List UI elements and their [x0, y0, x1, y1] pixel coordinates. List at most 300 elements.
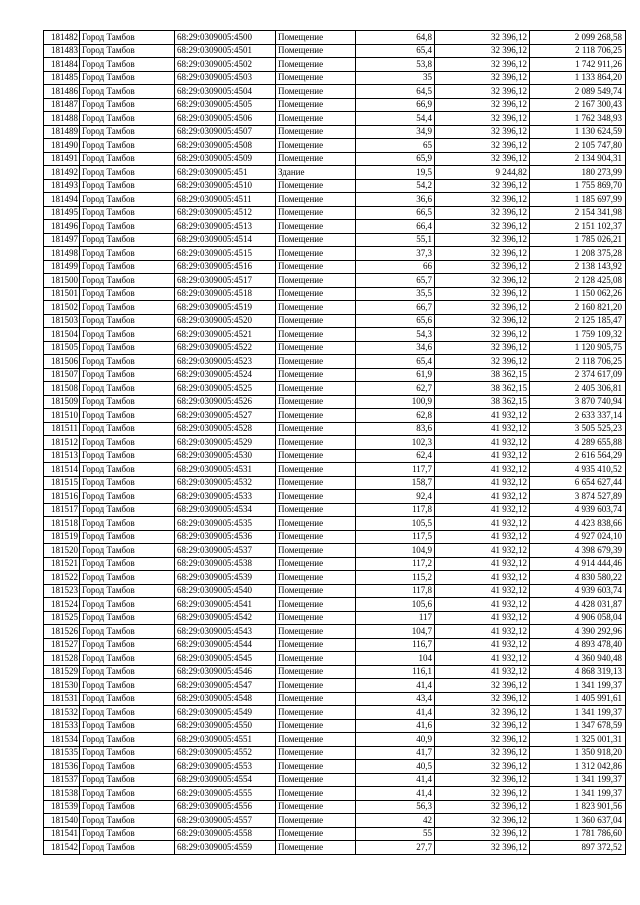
- cadastral-value-cell: 2 633 337,14: [530, 409, 626, 423]
- cadastral-value-cell: 1 360 637,04: [530, 814, 626, 828]
- table-row: [44, 314, 626, 328]
- row-number: 181484: [44, 58, 80, 72]
- row-number: 181529: [44, 665, 80, 679]
- row-number: 181522: [44, 571, 80, 585]
- object-type-cell: Помещение: [276, 287, 356, 301]
- cadastral-value-cell: 1 341 199,37: [530, 706, 626, 720]
- cadastral-value-cell: 1 742 911,26: [530, 58, 626, 72]
- specific-value-cell: 32 396,12: [435, 314, 530, 328]
- specific-value-cell: 41 932,12: [435, 544, 530, 558]
- table-row: [44, 44, 626, 58]
- specific-value-cell: 41 932,12: [435, 503, 530, 517]
- cadastral-number-cell: 68:29:0309005:4511: [175, 193, 276, 207]
- object-type-cell: Помещение: [276, 719, 356, 733]
- specific-value-cell: 32 396,12: [435, 206, 530, 220]
- table-row: [44, 301, 626, 315]
- cadastral-number-cell: 68:29:0309005:4504: [175, 85, 276, 99]
- specific-value-cell: 32 396,12: [435, 841, 530, 855]
- object-type-cell: Помещение: [276, 355, 356, 369]
- locality-cell: Город Тамбов: [80, 557, 175, 571]
- area-cell: 42: [356, 814, 435, 828]
- specific-value-cell: 41 932,12: [435, 571, 530, 585]
- area-cell: 83,6: [356, 422, 435, 436]
- cadastral-number-cell: 68:29:0309005:4531: [175, 463, 276, 477]
- specific-value-cell: 32 396,12: [435, 692, 530, 706]
- table-row: [44, 436, 626, 450]
- row-number: 181523: [44, 584, 80, 598]
- area-cell: 66,4: [356, 220, 435, 234]
- locality-cell: Город Тамбов: [80, 328, 175, 342]
- cadastral-value-cell: 1 312 042,86: [530, 760, 626, 774]
- cadastral-value-cell: 2 160 821,20: [530, 301, 626, 315]
- specific-value-cell: 32 396,12: [435, 125, 530, 139]
- table-row: [44, 139, 626, 153]
- locality-cell: Город Тамбов: [80, 719, 175, 733]
- row-number: 181528: [44, 652, 80, 666]
- cadastral-value-cell: 2 125 185,47: [530, 314, 626, 328]
- table-row: [44, 166, 626, 180]
- cadastral-number-cell: 68:29:0309005:4520: [175, 314, 276, 328]
- object-type-cell: Помещение: [276, 760, 356, 774]
- locality-cell: Город Тамбов: [80, 463, 175, 477]
- table-row: [44, 841, 626, 855]
- cadastral-value-cell: 2 405 306,81: [530, 382, 626, 396]
- specific-value-cell: 32 396,12: [435, 287, 530, 301]
- area-cell: 55,1: [356, 233, 435, 247]
- cadastral-value-cell: 3 505 525,23: [530, 422, 626, 436]
- cadastral-number-cell: 68:29:0309005:4536: [175, 530, 276, 544]
- locality-cell: Город Тамбов: [80, 179, 175, 193]
- row-number: 181535: [44, 746, 80, 760]
- area-cell: 41,4: [356, 679, 435, 693]
- row-number: 181517: [44, 503, 80, 517]
- area-cell: 104: [356, 652, 435, 666]
- row-number: 181494: [44, 193, 80, 207]
- row-number: 181521: [44, 557, 80, 571]
- object-type-cell: Помещение: [276, 328, 356, 342]
- table-row: [44, 719, 626, 733]
- locality-cell: Город Тамбов: [80, 31, 175, 45]
- locality-cell: Город Тамбов: [80, 679, 175, 693]
- cadastral-number-cell: 68:29:0309005:4541: [175, 598, 276, 612]
- area-cell: 65,4: [356, 355, 435, 369]
- area-cell: 116,1: [356, 665, 435, 679]
- table-row: [44, 287, 626, 301]
- area-cell: 92,4: [356, 490, 435, 504]
- object-type-cell: Помещение: [276, 436, 356, 450]
- area-cell: 66,7: [356, 301, 435, 315]
- row-number: 181534: [44, 733, 80, 747]
- row-number: 181488: [44, 112, 80, 126]
- row-number: 181531: [44, 692, 80, 706]
- locality-cell: Город Тамбов: [80, 85, 175, 99]
- object-type-cell: Помещение: [276, 449, 356, 463]
- object-type-cell: Помещение: [276, 422, 356, 436]
- row-number: 181533: [44, 719, 80, 733]
- object-type-cell: Помещение: [276, 247, 356, 261]
- area-cell: 37,3: [356, 247, 435, 261]
- table-row: [44, 233, 626, 247]
- cadastral-number-cell: 68:29:0309005:4526: [175, 395, 276, 409]
- row-number: 181497: [44, 233, 80, 247]
- cadastral-number-cell: 68:29:0309005:4554: [175, 773, 276, 787]
- row-number: 181508: [44, 382, 80, 396]
- specific-value-cell: 32 396,12: [435, 260, 530, 274]
- row-number: 181541: [44, 827, 80, 841]
- specific-value-cell: 41 932,12: [435, 476, 530, 490]
- object-type-cell: Помещение: [276, 112, 356, 126]
- table-row: [44, 125, 626, 139]
- object-type-cell: Помещение: [276, 476, 356, 490]
- locality-cell: Город Тамбов: [80, 71, 175, 85]
- row-number: 181536: [44, 760, 80, 774]
- cadastral-number-cell: 68:29:0309005:4519: [175, 301, 276, 315]
- specific-value-cell: 38 362,15: [435, 368, 530, 382]
- cadastral-number-cell: 68:29:0309005:4524: [175, 368, 276, 382]
- specific-value-cell: 41 932,12: [435, 652, 530, 666]
- cadastral-value-cell: 1 150 062,26: [530, 287, 626, 301]
- cadastral-number-cell: 68:29:0309005:4543: [175, 625, 276, 639]
- cadastral-number-cell: 68:29:0309005:4502: [175, 58, 276, 72]
- table-row: [44, 827, 626, 841]
- cadastral-number-cell: 68:29:0309005:4550: [175, 719, 276, 733]
- row-number: 181515: [44, 476, 80, 490]
- cadastral-value-cell: 2 105 747,80: [530, 139, 626, 153]
- cadastral-number-cell: 68:29:0309005:4521: [175, 328, 276, 342]
- cadastral-value-cell: 1 208 375,28: [530, 247, 626, 261]
- locality-cell: Город Тамбов: [80, 98, 175, 112]
- locality-cell: Город Тамбов: [80, 341, 175, 355]
- locality-cell: Город Тамбов: [80, 449, 175, 463]
- cadastral-value-cell: 1 405 991,61: [530, 692, 626, 706]
- object-type-cell: Помещение: [276, 517, 356, 531]
- cadastral-value-cell: 4 935 410,52: [530, 463, 626, 477]
- cadastral-value-cell: 2 099 268,58: [530, 31, 626, 45]
- cadastral-value-cell: 180 273,99: [530, 166, 626, 180]
- specific-value-cell: 32 396,12: [435, 112, 530, 126]
- object-type-cell: Помещение: [276, 625, 356, 639]
- cadastral-value-cell: 1 130 624,59: [530, 125, 626, 139]
- specific-value-cell: 41 932,12: [435, 436, 530, 450]
- cadastral-number-cell: 68:29:0309005:4545: [175, 652, 276, 666]
- area-cell: 54,2: [356, 179, 435, 193]
- row-number: 181532: [44, 706, 80, 720]
- cadastral-number-cell: 68:29:0309005:4533: [175, 490, 276, 504]
- specific-value-cell: 32 396,12: [435, 274, 530, 288]
- object-type-cell: Помещение: [276, 841, 356, 855]
- locality-cell: Город Тамбов: [80, 787, 175, 801]
- row-number: 181516: [44, 490, 80, 504]
- specific-value-cell: 41 932,12: [435, 449, 530, 463]
- table-row: [44, 85, 626, 99]
- table-row: [44, 206, 626, 220]
- cadastral-value-cell: 2 374 617,09: [530, 368, 626, 382]
- locality-cell: Город Тамбов: [80, 800, 175, 814]
- table-row: [44, 638, 626, 652]
- cadastral-value-cell: 1 781 786,60: [530, 827, 626, 841]
- object-type-cell: Помещение: [276, 44, 356, 58]
- table-row: [44, 31, 626, 45]
- locality-cell: Город Тамбов: [80, 287, 175, 301]
- cadastral-number-cell: 68:29:0309005:451: [175, 166, 276, 180]
- cadastral-value-cell: 1 341 199,37: [530, 773, 626, 787]
- cadastral-value-cell: 4 390 292,96: [530, 625, 626, 639]
- object-type-cell: Помещение: [276, 503, 356, 517]
- specific-value-cell: 32 396,12: [435, 98, 530, 112]
- locality-cell: Город Тамбов: [80, 58, 175, 72]
- specific-value-cell: 32 396,12: [435, 800, 530, 814]
- cadastral-value-cell: 4 914 444,46: [530, 557, 626, 571]
- row-number: 181510: [44, 409, 80, 423]
- cadastral-value-cell: 1 185 697,99: [530, 193, 626, 207]
- cadastral-number-cell: 68:29:0309005:4549: [175, 706, 276, 720]
- locality-cell: Город Тамбов: [80, 152, 175, 166]
- table-row: [44, 274, 626, 288]
- object-type-cell: Помещение: [276, 220, 356, 234]
- locality-cell: Город Тамбов: [80, 760, 175, 774]
- cadastral-number-cell: 68:29:0309005:4528: [175, 422, 276, 436]
- specific-value-cell: 32 396,12: [435, 179, 530, 193]
- specific-value-cell: 32 396,12: [435, 733, 530, 747]
- locality-cell: Город Тамбов: [80, 368, 175, 382]
- area-cell: 55: [356, 827, 435, 841]
- locality-cell: Город Тамбов: [80, 220, 175, 234]
- cadastral-value-cell: 2 167 300,43: [530, 98, 626, 112]
- table-row: [44, 368, 626, 382]
- cadastral-value-cell: 4 423 838,66: [530, 517, 626, 531]
- area-cell: 105,6: [356, 598, 435, 612]
- table-row: [44, 530, 626, 544]
- table-row: [44, 260, 626, 274]
- object-type-cell: Помещение: [276, 490, 356, 504]
- object-type-cell: Помещение: [276, 152, 356, 166]
- specific-value-cell: 32 396,12: [435, 220, 530, 234]
- object-type-cell: Помещение: [276, 85, 356, 99]
- cadastral-number-cell: 68:29:0309005:4544: [175, 638, 276, 652]
- table-row: [44, 557, 626, 571]
- locality-cell: Город Тамбов: [80, 314, 175, 328]
- table-row: [44, 679, 626, 693]
- area-cell: 66,9: [356, 98, 435, 112]
- row-number: 181512: [44, 436, 80, 450]
- cadastral-number-cell: 68:29:0309005:4516: [175, 260, 276, 274]
- specific-value-cell: 9 244,82: [435, 166, 530, 180]
- object-type-cell: Помещение: [276, 125, 356, 139]
- table-row: [44, 760, 626, 774]
- locality-cell: Город Тамбов: [80, 598, 175, 612]
- object-type-cell: Помещение: [276, 382, 356, 396]
- table-row: [44, 517, 626, 531]
- table-row: [44, 449, 626, 463]
- locality-cell: Город Тамбов: [80, 841, 175, 855]
- row-number: 181524: [44, 598, 80, 612]
- row-number: 181509: [44, 395, 80, 409]
- cadastral-value-cell: 897 372,52: [530, 841, 626, 855]
- cadastral-value-cell: 1 785 026,21: [530, 233, 626, 247]
- specific-value-cell: 32 396,12: [435, 152, 530, 166]
- area-cell: 62,8: [356, 409, 435, 423]
- area-cell: 117,8: [356, 584, 435, 598]
- table-row: [44, 746, 626, 760]
- row-number: 181495: [44, 206, 80, 220]
- object-type-cell: Помещение: [276, 665, 356, 679]
- specific-value-cell: 32 396,12: [435, 247, 530, 261]
- specific-value-cell: 32 396,12: [435, 328, 530, 342]
- area-cell: 117,8: [356, 503, 435, 517]
- locality-cell: Город Тамбов: [80, 193, 175, 207]
- object-type-cell: Помещение: [276, 139, 356, 153]
- cadastral-number-cell: 68:29:0309005:4523: [175, 355, 276, 369]
- cadastral-number-cell: 68:29:0309005:4558: [175, 827, 276, 841]
- area-cell: 34,9: [356, 125, 435, 139]
- object-type-cell: Помещение: [276, 301, 356, 315]
- object-type-cell: Помещение: [276, 341, 356, 355]
- table-row: [44, 800, 626, 814]
- area-cell: 66: [356, 260, 435, 274]
- cadastral-value-cell: 1 133 864,20: [530, 71, 626, 85]
- cadastral-number-cell: 68:29:0309005:4537: [175, 544, 276, 558]
- locality-cell: Город Тамбов: [80, 611, 175, 625]
- specific-value-cell: 41 932,12: [435, 409, 530, 423]
- area-cell: 41,4: [356, 773, 435, 787]
- cadastral-value-cell: 1 759 109,32: [530, 328, 626, 342]
- locality-cell: Город Тамбов: [80, 166, 175, 180]
- cadastral-number-cell: 68:29:0309005:4534: [175, 503, 276, 517]
- specific-value-cell: 32 396,12: [435, 301, 530, 315]
- object-type-cell: Здание: [276, 166, 356, 180]
- cadastral-value-cell: 4 906 058,04: [530, 611, 626, 625]
- cadastral-value-cell: 2 118 706,25: [530, 44, 626, 58]
- area-cell: 41,7: [356, 746, 435, 760]
- table-row: [44, 665, 626, 679]
- cadastral-number-cell: 68:29:0309005:4501: [175, 44, 276, 58]
- cadastral-value-cell: 4 927 024,10: [530, 530, 626, 544]
- area-cell: 34,6: [356, 341, 435, 355]
- table-row: [44, 476, 626, 490]
- object-type-cell: Помещение: [276, 706, 356, 720]
- specific-value-cell: 32 396,12: [435, 746, 530, 760]
- row-number: 181505: [44, 341, 80, 355]
- locality-cell: Город Тамбов: [80, 112, 175, 126]
- locality-cell: Город Тамбов: [80, 44, 175, 58]
- locality-cell: Город Тамбов: [80, 638, 175, 652]
- area-cell: 100,9: [356, 395, 435, 409]
- table-row: [44, 58, 626, 72]
- object-type-cell: Помещение: [276, 638, 356, 652]
- row-number: 181540: [44, 814, 80, 828]
- area-cell: 66,5: [356, 206, 435, 220]
- cadastral-number-cell: 68:29:0309005:4530: [175, 449, 276, 463]
- locality-cell: Город Тамбов: [80, 436, 175, 450]
- cadastral-number-cell: 68:29:0309005:4522: [175, 341, 276, 355]
- table-row: [44, 611, 626, 625]
- table-row: [44, 463, 626, 477]
- table-row: [44, 706, 626, 720]
- cadastral-number-cell: 68:29:0309005:4515: [175, 247, 276, 261]
- object-type-cell: Помещение: [276, 814, 356, 828]
- locality-cell: Город Тамбов: [80, 530, 175, 544]
- row-number: 181537: [44, 773, 80, 787]
- area-cell: 19,5: [356, 166, 435, 180]
- cadastral-number-cell: 68:29:0309005:4510: [175, 179, 276, 193]
- row-number: 181527: [44, 638, 80, 652]
- object-type-cell: Помещение: [276, 193, 356, 207]
- row-number: 181511: [44, 422, 80, 436]
- cadastral-value-cell: 3 874 527,89: [530, 490, 626, 504]
- cadastral-value-cell: 4 398 679,39: [530, 544, 626, 558]
- cadastral-number-cell: 68:29:0309005:4514: [175, 233, 276, 247]
- object-type-cell: Помещение: [276, 733, 356, 747]
- specific-value-cell: 32 396,12: [435, 760, 530, 774]
- row-number: 181499: [44, 260, 80, 274]
- specific-value-cell: 32 396,12: [435, 44, 530, 58]
- table-row: [44, 598, 626, 612]
- locality-cell: Город Тамбов: [80, 544, 175, 558]
- cadastral-value-cell: 1 325 001,31: [530, 733, 626, 747]
- cadastral-number-cell: 68:29:0309005:4548: [175, 692, 276, 706]
- locality-cell: Город Тамбов: [80, 395, 175, 409]
- object-type-cell: Помещение: [276, 544, 356, 558]
- object-type-cell: Помещение: [276, 584, 356, 598]
- specific-value-cell: 32 396,12: [435, 787, 530, 801]
- locality-cell: Город Тамбов: [80, 706, 175, 720]
- area-cell: 117: [356, 611, 435, 625]
- row-number: 181503: [44, 314, 80, 328]
- row-number: 181514: [44, 463, 80, 477]
- cadastral-number-cell: 68:29:0309005:4512: [175, 206, 276, 220]
- table-row: [44, 571, 626, 585]
- area-cell: 115,2: [356, 571, 435, 585]
- area-cell: 41,6: [356, 719, 435, 733]
- row-number: 181491: [44, 152, 80, 166]
- specific-value-cell: 41 932,12: [435, 611, 530, 625]
- locality-cell: Город Тамбов: [80, 814, 175, 828]
- cadastral-number-cell: 68:29:0309005:4542: [175, 611, 276, 625]
- object-type-cell: Помещение: [276, 773, 356, 787]
- area-cell: 56,3: [356, 800, 435, 814]
- object-type-cell: Помещение: [276, 71, 356, 85]
- area-cell: 102,3: [356, 436, 435, 450]
- row-number: 181542: [44, 841, 80, 855]
- locality-cell: Город Тамбов: [80, 233, 175, 247]
- table-row: [44, 422, 626, 436]
- object-type-cell: Помещение: [276, 611, 356, 625]
- table-row: [44, 328, 626, 342]
- row-number: 181493: [44, 179, 80, 193]
- table-row: [44, 733, 626, 747]
- cadastral-number-cell: 68:29:0309005:4525: [175, 382, 276, 396]
- table-row: [44, 814, 626, 828]
- object-type-cell: Помещение: [276, 530, 356, 544]
- specific-value-cell: 38 362,15: [435, 395, 530, 409]
- object-type-cell: Помещение: [276, 652, 356, 666]
- cadastral-value-cell: 1 341 199,37: [530, 679, 626, 693]
- object-type-cell: Помещение: [276, 746, 356, 760]
- row-number: 181519: [44, 530, 80, 544]
- locality-cell: Город Тамбов: [80, 571, 175, 585]
- area-cell: 65,6: [356, 314, 435, 328]
- locality-cell: Город Тамбов: [80, 139, 175, 153]
- locality-cell: Город Тамбов: [80, 692, 175, 706]
- object-type-cell: Помещение: [276, 787, 356, 801]
- row-number: 181485: [44, 71, 80, 85]
- table-body: [44, 31, 626, 855]
- specific-value-cell: 32 396,12: [435, 139, 530, 153]
- specific-value-cell: 32 396,12: [435, 706, 530, 720]
- specific-value-cell: 41 932,12: [435, 665, 530, 679]
- area-cell: 116,7: [356, 638, 435, 652]
- locality-cell: Город Тамбов: [80, 773, 175, 787]
